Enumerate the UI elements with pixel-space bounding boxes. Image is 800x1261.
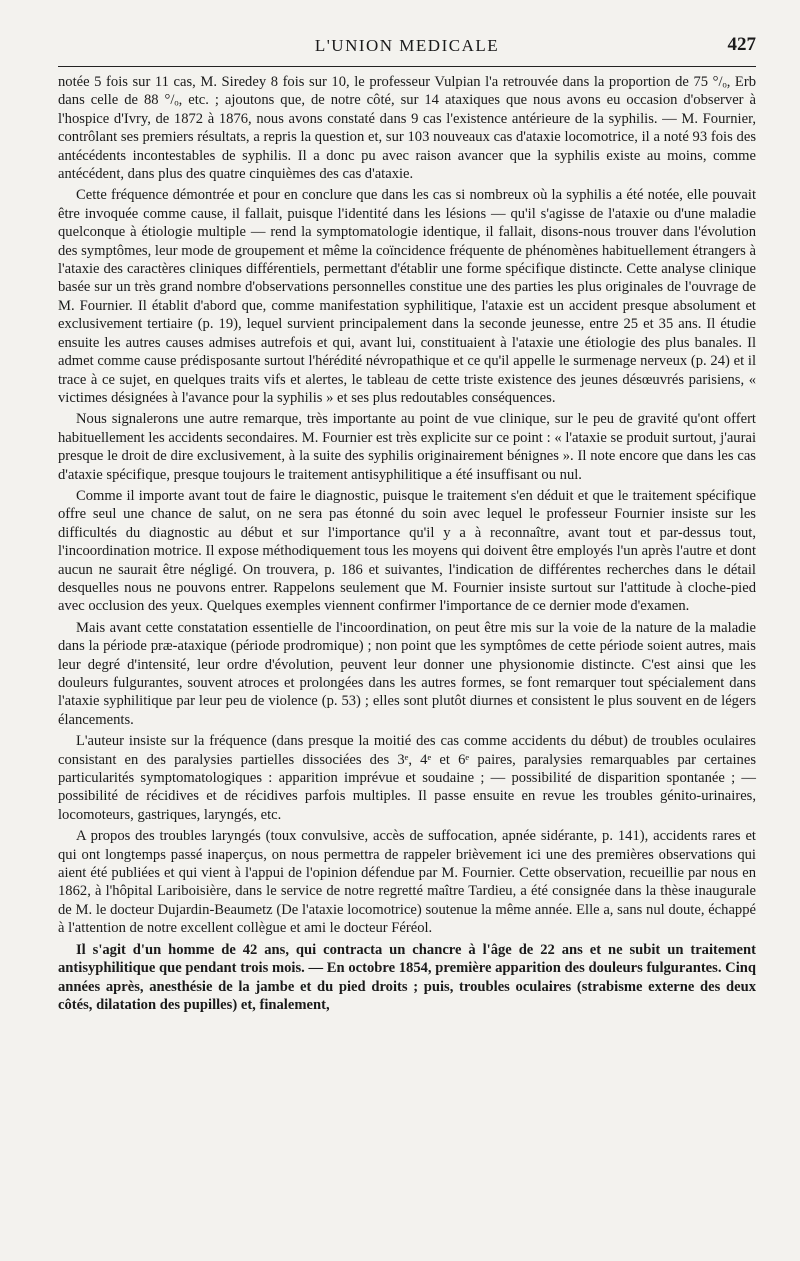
paragraph-7: A propos des troubles laryngés (toux convulsive, accès de suffocation, apnée sidérante, p. 141), accidents rares et qui ont longtemps passé inaperçus, on nous permettra de rappeler brièvement ici une des premières observations qui aient été publiées et qui vient à l'appui de l'opinion défendue par M. Fournier. Cette observation, recueillie par nous en 1862, à l'hôpital Lariboisière, dans le service de notre regretté maître Tardieu, a été consignée dans la thèse inaugurale de M. le docteur Dujardin-Beaumetz (De l'ataxie locomotrice) soutenue la même année. Elle a, sans nul doute, échappé à l'attention de notre excellent collègue et ami le docteur Féréol. <box>58 828 756 937</box>
page-number: 427 <box>727 34 756 55</box>
paragraph-4: Comme il importe avant tout de faire le diagnostic, puisque le traitement s'en déduit et que le traitement spécifique offre seul une chance de salut, on ne sera pas étonné du soin avec lequel le professeur Fournier insiste sur les difficultés du diagnostic au début et sur l'importance qu'il y a à reconnaître, avant tout et par-dessus tout, l'incoordination motrice. Il expose méthodiquement tous les moyens qui doivent être employés l'un après l'autre et dont aucun ne saurait être négligé. On trouvera, p. 186 et suivantes, l'indication de différentes recherches dans le détail desquelles nous ne pouvons entrer. Rappelons seulement que M. Fournier insiste surtout sur l'attitude à cloche-pied avec occlusion des yeux. Quelques exemples viennent confirmer l'importance de ce dernier mode d'examen. <box>58 487 756 615</box>
page-header <box>58 36 756 67</box>
running-title: L'UNION MEDICALE <box>314 36 500 55</box>
paragraph-6: L'auteur insiste sur la fréquence (dans presque la moitié des cas comme accidents du début) de troubles oculaires consistant en des paralysies partielles dissociées des 3ᵉ, 4ᵉ et 6ᵉ paires, paralysies remarquables par certaines particularités symptomatologiques : apparition imprévue et soudaine ; — possibilité de disparition spontanée ; — possibilité de récidives et de récidives parfois multiples. Il passe ensuite en revue les troubles génito-urinaires, locomoteurs, gastriques, laryngés, etc. <box>58 733 756 823</box>
paragraph-2: Cette fréquence démontrée et pour en conclure que dans les cas si nombreux où la syphilis a été notée, elle pouvait être invoquée comme cause, il fallait, puisque l'identité dans les lésions — qu'il s'agisse de l'ataxie ou d'une maladie quelconque à étiologie multiple — rend la symptomatologie identique, il fallait, disons-nous trouver dans l'évolution des symptômes, leur mode de groupement et même la coïncidence fréquente de phénomènes habituellement étrangers à l'ataxie des caractères cliniques différentiels, permettant d'établir une forme spécifique distincte. Cette analyse clinique basée sur un très grand nombre d'observations personnelles constitue une des parties les plus originales de l'ouvrage de M. Fournier. Il établit d'abord que, comme manifestation syphilitique, l'ataxie est un accident presque absolument et exclusivement tertiaire (p. 19), lequel survient principalement dans la seconde jeunesse, entre 25 et 35 ans. Il étudie ensuite les autres causes admises autrefois et qui, avant lui, constituaient à l'ataxie une étiologie des plus banales. Il admet comme cause prédisposante surtout l'hérédité névropathique et ce qu'il appelle le surmenage nerveux (p. 24) et il trace à ce sujet, en quelques traits vifs et alertes, le tableau de cette triste existence des jeunes désœuvrés parisiens, « victimes désignées à l'avance pour la syphilis » et ses plus redoutables conséquences. <box>58 187 756 406</box>
article-body <box>58 73 756 1014</box>
paragraph-5: Mais avant cette constatation essentielle de l'incoordination, on peut être mis sur la voie de la nature de la maladie dans la période præ-ataxique (période prodromique) ; non point que les symptômes de cette période soient autres, mais leur degré d'intensité, leur ordre d'évolution, peuvent leur donner une physionomie distincte. C'est ainsi que les douleurs fulgurantes, souvent atroces et prolongées dans les autres formes, se font remarquer tout spécialement dans l'ataxie syphilitique par leur peu de violence (p. 53) ; elles sont plutôt diurnes et consistent le plus souvent en de légers élancements. <box>58 619 756 728</box>
paragraph-8: Il s'agit d'un homme de 42 ans, qui contracta un chancre à l'âge de 22 ans et ne subit un traitement antisyphilitique que pendant trois mois. — En octobre 1854, première apparition des douleurs fulgurantes. Cinq années après, anesthésie de la jambe et du pied droits ; puis, troubles oculaires (strabisme externe des deux côtés, dilatation des pupilles) et, finalement, <box>58 941 756 1013</box>
paragraph-3: Nous signalerons une autre remarque, très importante au point de vue clinique, sur le peu de gravité qu'ont offert habituellement les accidents secondaires. M. Fournier est très explicite sur ce point : « l'ataxie se produit surtout, j'aurai presque le droit de dire exclusivement, à la suite des syphilis originairement bénignes ». Il note encore que dans les cas d'ataxie spécifique, presque toujours le traitement antisyphilitique a été insuffisant ou nul. <box>58 411 756 483</box>
paragraph-1: notée 5 fois sur 11 cas, M. Siredey 8 fois sur 10, le professeur Vulpian l'a retrouvée dans la proportion de 75 °/ₒ, Erb dans celle de 88 °/ₒ, etc. ; ajoutons que, de notre côté, sur 14 ataxiques que nous avons eu occasion d'observer à l'hospice d'Ivry, de 1872 à 1876, nous avons constaté dans 9 cas l'existence antérieure de la syphilis. — M. Fournier, contrôlant ses premiers résultats, a repris la question et, sur 103 nouveaux cas d'ataxie locomotrice, il a noté 93 fois des antécédents incontestables de syphilis. Il a donc pu avec raison avancer que la syphilis existe au moins, comme antécédent, dans plus des quatre cinquièmes des cas d'ataxie. <box>58 74 756 183</box>
